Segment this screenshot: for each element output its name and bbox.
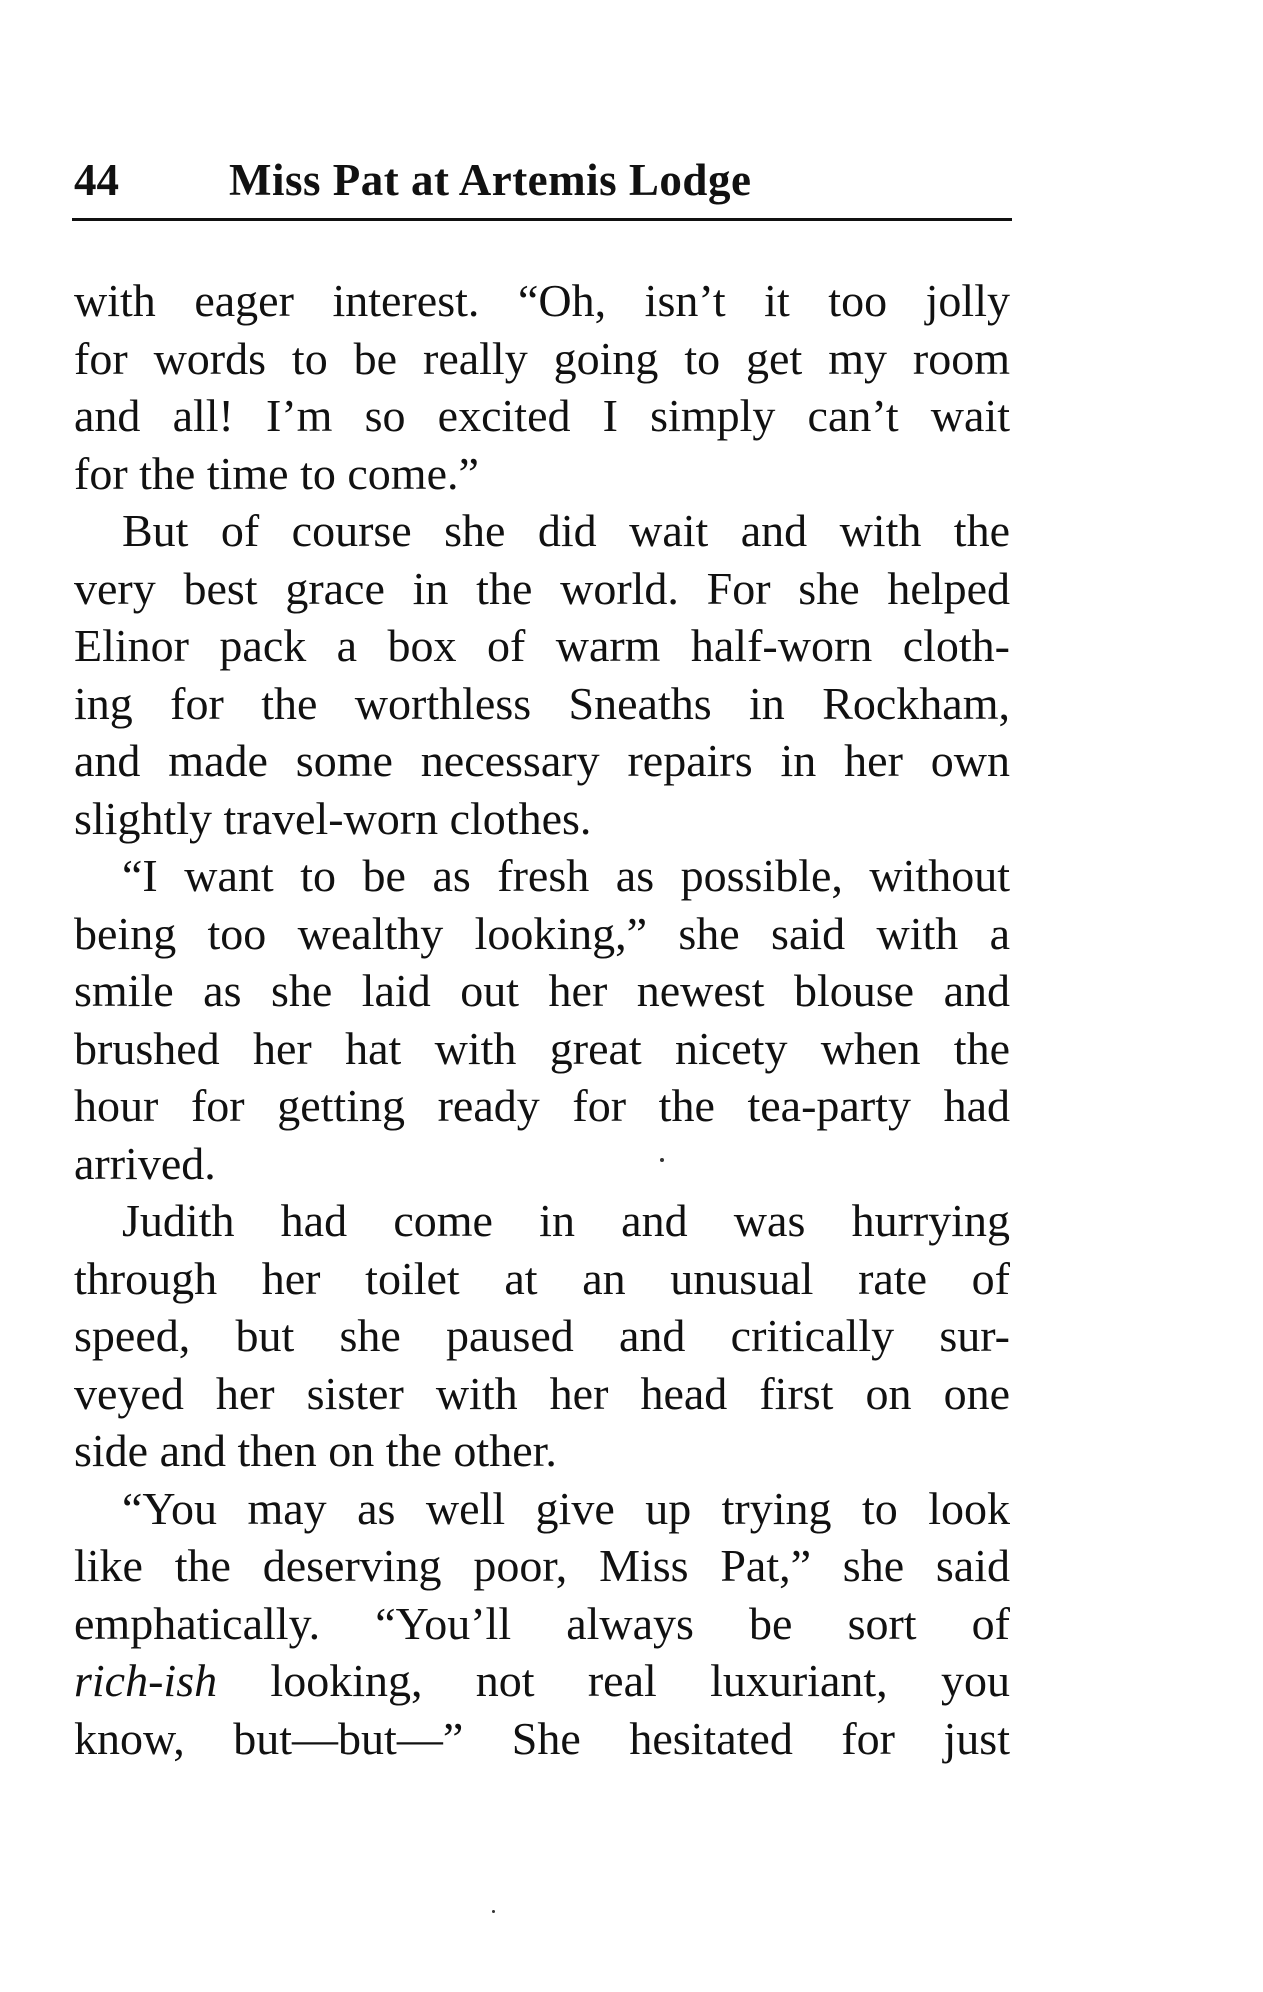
text-line: emphatically. “You’ll always be sort of bbox=[74, 1597, 1010, 1649]
text-line: and made some necessary repairs in her own bbox=[74, 735, 1010, 786]
running-head bbox=[74, 150, 1010, 210]
print-speck bbox=[660, 1158, 664, 1162]
text-line: side and then on the other. bbox=[74, 1425, 557, 1476]
text-line: But of course she did wait and with the bbox=[122, 505, 1010, 556]
text-line: “I want to be as fresh as possible, without bbox=[122, 850, 1010, 901]
page-number: 44 bbox=[74, 155, 119, 205]
text-line: arrived. bbox=[74, 1137, 216, 1189]
italic-word: rich-ish bbox=[74, 1655, 218, 1706]
text-line: through her toilet at an unusual rate of bbox=[74, 1252, 1010, 1304]
running-title: Miss Pat at Artemis Lodge bbox=[229, 155, 752, 205]
text-line: ing for the worthless Sneaths in Rockham, bbox=[74, 677, 1010, 729]
text-line: with eager interest. “Oh, isn’t it too jolly bbox=[74, 275, 1010, 326]
text-line: Judith had come in and was hurrying bbox=[122, 1195, 1010, 1246]
text-line: smile as she laid out her newest blouse and bbox=[74, 965, 1010, 1016]
text-line: rich-ish looking, not real luxuriant, you bbox=[74, 1655, 1010, 1706]
text-line: for the time to come.” bbox=[74, 447, 479, 499]
text-line: like the deserving poor, Miss Pat,” she said bbox=[74, 1540, 1010, 1591]
text-line: Elinor pack a box of warm half-worn cloth- bbox=[74, 620, 1010, 671]
text-line: brushed her hat with great nicety when the bbox=[74, 1022, 1010, 1074]
text-line: for words to be really going to get my room bbox=[74, 332, 1010, 384]
print-speck bbox=[492, 1910, 495, 1913]
text-line: hour for getting ready for the tea-party had bbox=[74, 1080, 1010, 1131]
text-line: veyed her sister with her head first on one bbox=[74, 1367, 1010, 1419]
text-line: slightly travel-worn clothes. bbox=[74, 792, 592, 844]
body-text bbox=[74, 272, 1010, 1767]
text-line: “You may as well give up trying to look bbox=[122, 1482, 1010, 1534]
text-line: being too wealthy looking,” she said with a bbox=[74, 907, 1010, 959]
text-line: know, but—but—” She hesitated for just bbox=[74, 1712, 1010, 1764]
text-line: very best grace in the world. For she helped bbox=[74, 562, 1010, 614]
header-rule bbox=[72, 218, 1012, 221]
text-line: speed, but she paused and critically sur- bbox=[74, 1310, 1010, 1361]
text-line: and all! I’m so excited I simply can’t wait bbox=[74, 390, 1010, 441]
